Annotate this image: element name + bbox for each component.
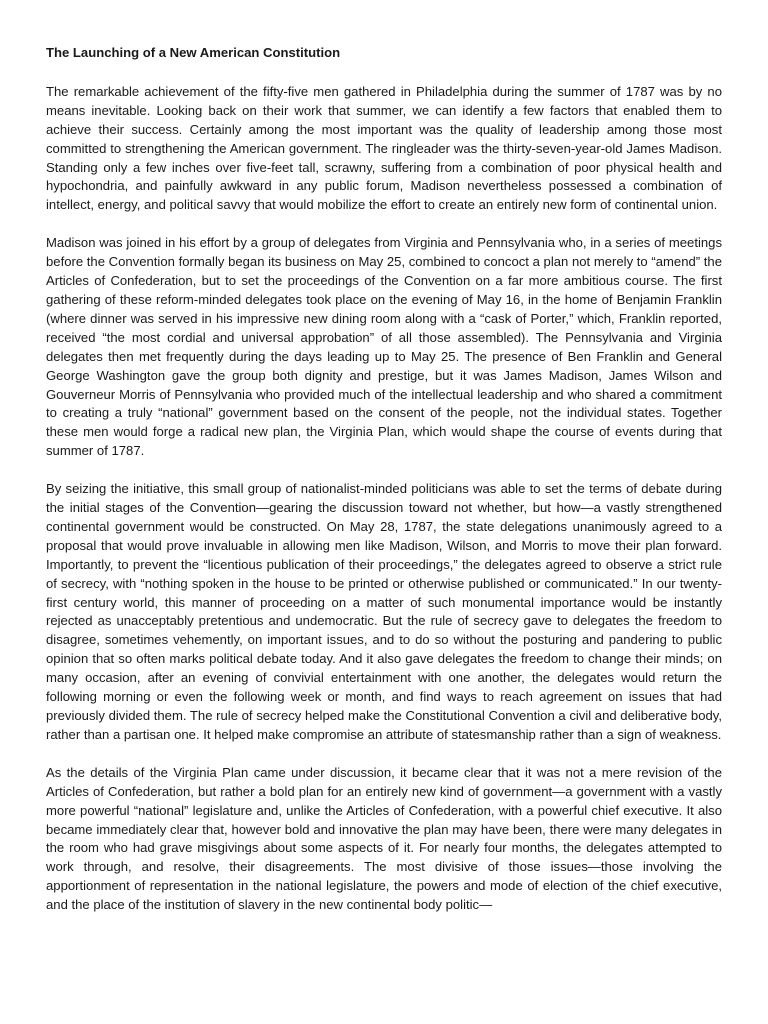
paragraph-1: The remarkable achievement of the fifty-five men gathered in Philadelphia during the summer of 1787 was by no means inevitable. Looking back on their work that summer, we can identify a few factors that enabled them to achieve their success. Certainly among the most important was the quality of leadership among those most committed to strengthening the American government. The ringleader was the thirty-seven-year-old James Madison. Standing only a few inches over five-feet tall, scrawny, suffering from a combination of poor physical health and hypochondria, and painfully awkward in any public forum, Madison nevertheless possessed a combination of intellect, energy, and political savvy that would mobilize the effort to create an entirely new form of continental union. [46, 83, 722, 213]
paragraph-3: By seizing the initiative, this small group of nationalist-minded politicians was able to set the terms of debate during the initial stages of the Convention—gearing the discussion toward not whether, but how—a vastly strengthened continental government would be constructed. On May 28, 1787, the state delegations unanimously agreed to a proposal that would prove invaluable in allowing men like Madison, Wilson, and Morris to move their plan forward. Importantly, to prevent the “licentious publication of their proceedings,” the delegates agreed to observe a strict rule of secrecy, with “nothing spoken in the house to be printed or otherwise published or communicated.” In our twenty-first century world, this manner of proceeding on a matter of such monumental importance would be instantly rejected as unacceptably pretentious and undemocratic. But the rule of secrecy gave to delegates the freedom to disagree, sometimes vehemently, on important issues, and to do so without the posturing and pandering to public opinion that so often marks political debate today. And it also gave delegates the freedom to change their minds; on many occasion, after an evening of convivial entertainment with one another, the delegates would return the following morning or even the following week or month, and find ways to reach agreement on issues that had previously divided them. The rule of secrecy helped make the Constitutional Convention a civil and deliberative body, rather than a partisan one. It helped make compromise an attribute of statesmanship rather than a sign of weakness. [46, 481, 722, 742]
document-page [46, 44, 722, 934]
document-title: The Launching of a New American Constitution [46, 45, 341, 60]
paragraph-2: Madison was joined in his effort by a group of delegates from Virginia and Pennsylvania who, in a series of meetings before the Convention formally began its business on May 25, combined to concoct a plan not merely to “amend” the Articles of Confederation, but to set the proceedings of the Convention on a far more ambitious course. The first gathering of these reform-minded delegates took place on the evening of May 16, in the home of Benjamin Franklin (where dinner was served in his impressive new dining room along with a “cask of Porter,” which, Franklin reported, received “the most cordial and universal approbation” of all those assembled). The Pennsylvania and Virginia delegates then met frequently during the days leading up to May 25. The presence of Ben Franklin and General George Washington gave the group both dignity and prestige, but it was James Madison, James Wilson and Gouverneur Morris of Pennsylvania who provided much of the intellectual leadership and who shared a commitment to creating a truly “national” government based on the consent of the people, not the individual states. Together these men would forge a radical new plan, the Virginia Plan, which would shape the course of events during that summer of 1787. [46, 235, 722, 459]
paragraph-4: As the details of the Virginia Plan came under discussion, it became clear that it was not a mere revision of the Articles of Confederation, but rather a bold plan for an entirely new kind of government—a government with a vastly more powerful “national” legislature and, unlike the Articles of Confederation, with a powerful chief executive. It also became immediately clear that, however bold and innovative the plan may have been, there were many delegates in the room who had grave misgivings about some aspects of it. For nearly four months, the delegates attempted to work through, and resolve, their disagreements. The most divisive of those issues—those involving the apportionment of representation in the national legislature, the powers and mode of election of the chief executive, and the place of the institution of slavery in the new continental body politic— [46, 764, 722, 913]
